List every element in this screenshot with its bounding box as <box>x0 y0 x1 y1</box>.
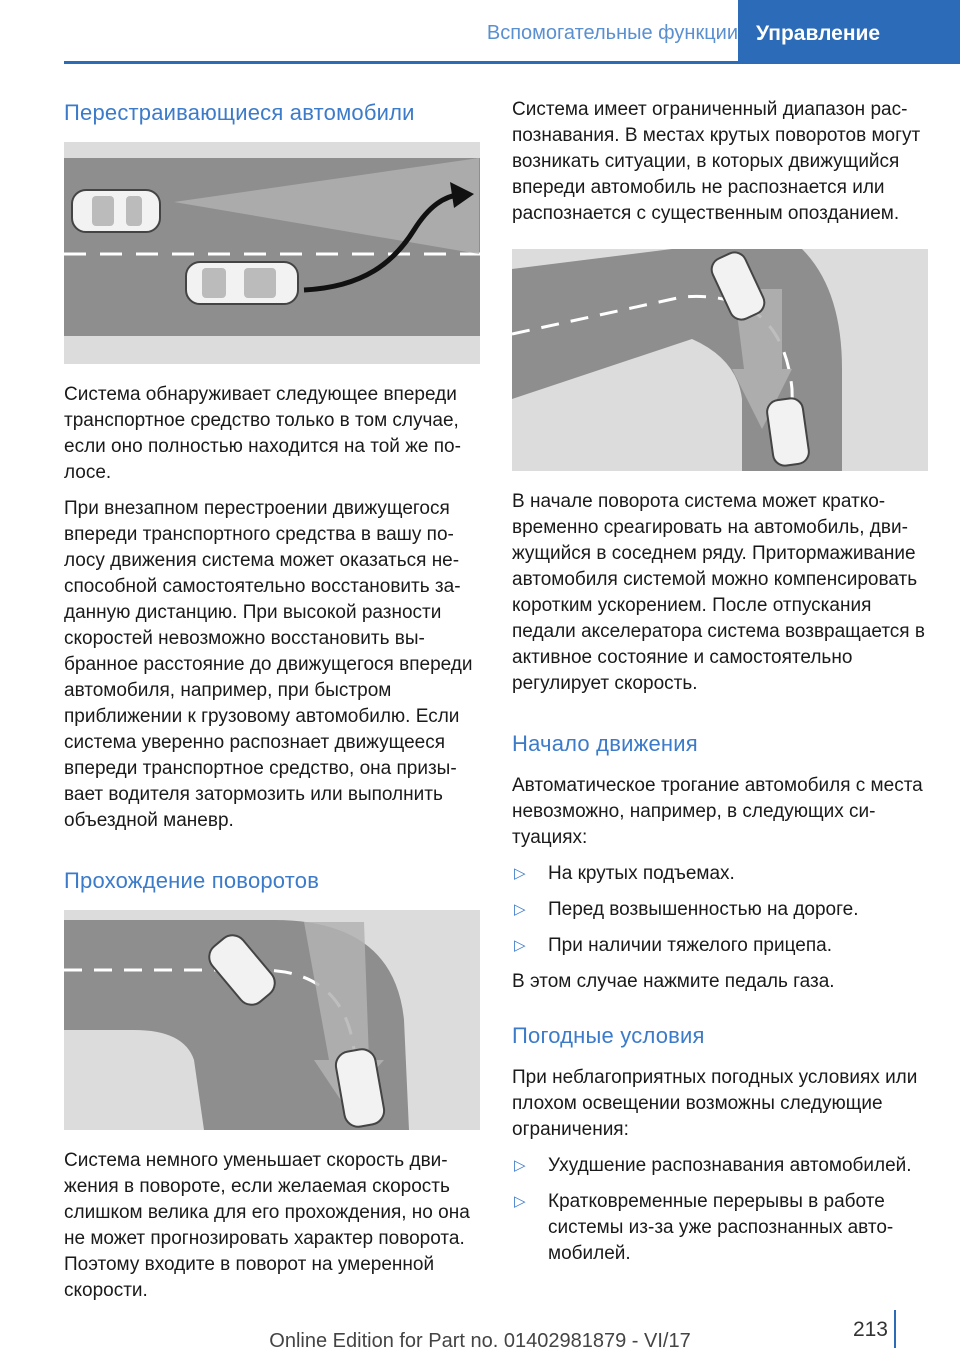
heading-lane-change: Перестраивающиеся автомобили <box>64 100 415 125</box>
triangle-bullet-icon: ▷ <box>514 937 526 954</box>
paragraph: Система имеет ограниченный диапазон распознавания. В местах крутых поворотов могут возникать ситуации, в которых движущийся впереди автомобиль не распознается или распознается с существенным опозданием. <box>512 99 921 224</box>
car-own-icon <box>186 262 298 304</box>
paragraph: В этом случае нажмите педаль газа. <box>512 971 835 992</box>
figure-curve-detection <box>512 249 928 471</box>
figure-lane-change <box>64 142 480 364</box>
page-footer <box>0 1310 960 1362</box>
list-weather-limits <box>512 1153 932 1267</box>
paragraph: В начале поворота система может кратковременно среагировать на автомобиль, движущийся в соседнем ряду. Притормаживание автомобиля системой можно компенсировать коротким ускорением. После отпускания педали акселератора система возвращается в активное состояние и самостоятельно регулирует скорость. <box>512 491 925 694</box>
triangle-bullet-icon: ▷ <box>514 1157 526 1174</box>
list-item: ▷ Ухудшение распознавания автомобилей. <box>512 1153 932 1179</box>
edition-note: Online Edition for Part no. 01402981879 - VI/17 <box>269 1330 691 1352</box>
left-column <box>64 100 484 1314</box>
heading-start: Начало движения <box>512 731 698 756</box>
list-start-conditions <box>512 861 932 959</box>
page-header <box>0 0 960 64</box>
list-item: ▷ На крутых подъемах. <box>512 861 932 887</box>
paragraph: Система обнаруживает следующее впереди транспортное средство только в том случае, если оно полностью находится на той же полосе. <box>64 384 461 483</box>
right-column <box>512 97 932 1277</box>
paragraph: Автоматическое трогание автомобиля с места невозможно, например, в следующих ситуациях: <box>512 775 923 848</box>
heading-cornering: Прохождение поворотов <box>64 868 320 893</box>
heading-weather: Погодные условия <box>512 1023 705 1048</box>
car-front-icon <box>72 190 160 232</box>
paragraph: Система немного уменьшает скорость движения в повороте, если желаемая скорость слишком велика для его прохождения, но она не может прогнозировать характер поворота. Поэтому входите в поворот на умеренной скорости. <box>64 1150 470 1301</box>
list-item: ▷ Кратковременные перерывы в работе системы из-за уже распознанных автомобилей. <box>514 1191 894 1264</box>
section-title: Вспомогательные функции <box>486 22 738 44</box>
list-item: ▷ Перед возвышенностью на дороге. <box>512 897 932 923</box>
chapter-tab: Управление <box>738 0 960 62</box>
triangle-bullet-icon: ▷ <box>514 865 526 882</box>
figure-cornering <box>64 910 480 1130</box>
paragraph: При неблагоприятных погодных условиях или плохом освещении возможны следующие ограничения: <box>512 1067 918 1140</box>
triangle-bullet-icon: ▷ <box>514 1193 526 1210</box>
list-item: ▷ При наличии тяжелого прицепа. <box>512 933 932 959</box>
page-number: 213 <box>852 1318 888 1341</box>
paragraph: При внезапном перестроении движущегося впереди транспортного средства в вашу полосу движения система может оказаться неспособной самостоятельно восстановить заданную дистанцию. При высокой разности скоростей невозможно восстановить выбранное расстояние до движущегося впереди автомобиля, например, при быстром приближении к грузовому автомобилю. Если система уверенно распознает движущееся впереди транспортное средство, она призывает водителя затормозить или выполнить объездной маневр. <box>64 498 473 831</box>
triangle-bullet-icon: ▷ <box>514 901 526 918</box>
